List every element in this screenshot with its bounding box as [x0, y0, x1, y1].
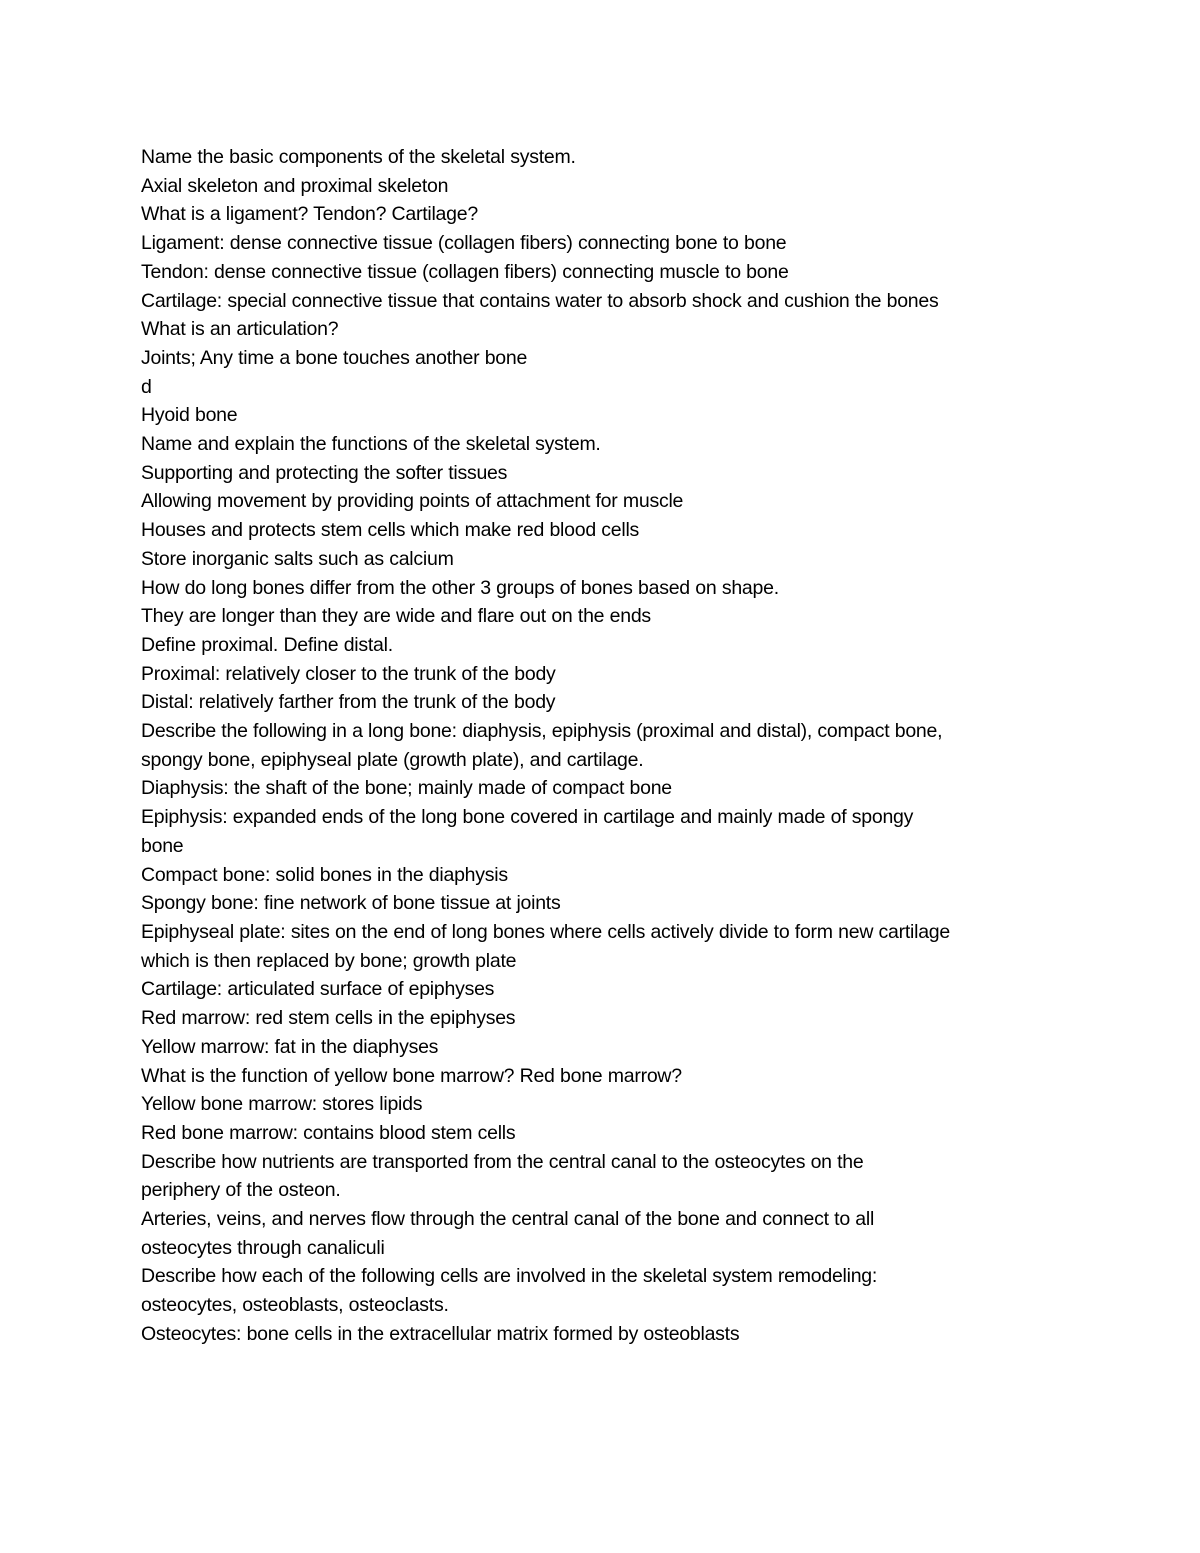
question-line: Name and explain the functions of the skeletal system.	[141, 433, 601, 456]
question-line: Name the basic components of the skeletal system.	[141, 146, 576, 168]
question-line: osteocytes, osteoblasts, osteoclasts.	[141, 1294, 449, 1317]
question-line: What is a ligament? Tendon? Cartilage?	[141, 203, 478, 226]
answer-line: They are longer than they are wide and flare out on the ends	[141, 605, 651, 628]
question-line: periphery of the osteon.	[141, 1179, 341, 1202]
answer-line: Epiphyseal plate: sites on the end of long bones where cells actively divide to form new cartilage	[141, 920, 951, 943]
answer-line: Houses and protects stem cells which make red blood cells	[141, 519, 640, 542]
answer-line: Distal: relatively farther from the trunk of the body	[141, 691, 556, 714]
answer-line: Yellow bone marrow: stores lipids	[141, 1093, 423, 1116]
answer-line: Diaphysis: the shaft of the bone; mainly made of compact bone	[141, 777, 672, 800]
answer-line: Red marrow: red stem cells in the epiphyses	[141, 1007, 516, 1030]
answer-line: Spongy bone: fine network of bone tissue at joints	[141, 892, 561, 915]
answer-line: Arteries, veins, and nerves flow through the central canal of the bone and connect to all	[141, 1208, 875, 1231]
answer-line: osteocytes through canaliculi	[141, 1236, 385, 1259]
answer-line: Supporting and protecting the softer tissues	[141, 461, 508, 484]
answer-line: Cartilage: special connective tissue that contains water to absorb shock and cushion the bones	[141, 289, 939, 312]
answer-line: Osteocytes: bone cells in the extracellular matrix formed by osteoblasts	[141, 1322, 740, 1345]
answer-line: Allowing movement by providing points of attachment for muscle	[141, 490, 684, 513]
answer-line: Yellow marrow: fat in the diaphyses	[141, 1035, 439, 1058]
question-line: Describe how each of the following cells are involved in the skeletal system remodeling:	[141, 1265, 878, 1288]
answer-line: Axial skeleton and proximal skeleton	[141, 174, 449, 197]
answer-line: Tendon: dense connective tissue (collagen fibers) connecting muscle to bone	[141, 260, 789, 283]
document-body	[141, 143, 1071, 1349]
answer-line: Epiphysis: expanded ends of the long bone covered in cartilage and mainly made of spongy	[141, 806, 914, 829]
question-line: Describe how nutrients are transported from the central canal to the osteocytes on the	[141, 1150, 864, 1173]
answer-line: Red bone marrow: contains blood stem cells	[141, 1121, 516, 1144]
question-line: What is the function of yellow bone marrow? Red bone marrow?	[141, 1064, 682, 1087]
text-line: Hyoid bone	[141, 404, 238, 427]
answer-line: Proximal: relatively closer to the trunk of the body	[141, 662, 556, 685]
text-line: d	[141, 375, 152, 398]
question-line: Describe the following in a long bone: diaphysis, epiphysis (proximal and distal), compact bone,	[141, 720, 943, 743]
answer-line: bone	[141, 834, 184, 857]
answer-line: Joints; Any time a bone touches another bone	[141, 346, 528, 369]
answer-line: which is then replaced by bone; growth plate	[141, 949, 517, 972]
question-line: Define proximal. Define distal.	[141, 633, 393, 656]
question-line: spongy bone, epiphyseal plate (growth plate), and cartilage.	[141, 748, 644, 771]
answer-line: Store inorganic salts such as calcium	[141, 547, 454, 570]
answer-line: Cartilage: articulated surface of epiphyses	[141, 978, 495, 1001]
answer-line: Ligament: dense connective tissue (collagen fibers) connecting bone to bone	[141, 232, 787, 255]
answer-line: Compact bone: solid bones in the diaphysis	[141, 863, 508, 886]
question-line: How do long bones differ from the other 3 groups of bones based on shape.	[141, 576, 779, 599]
question-line: What is an articulation?	[141, 318, 339, 341]
